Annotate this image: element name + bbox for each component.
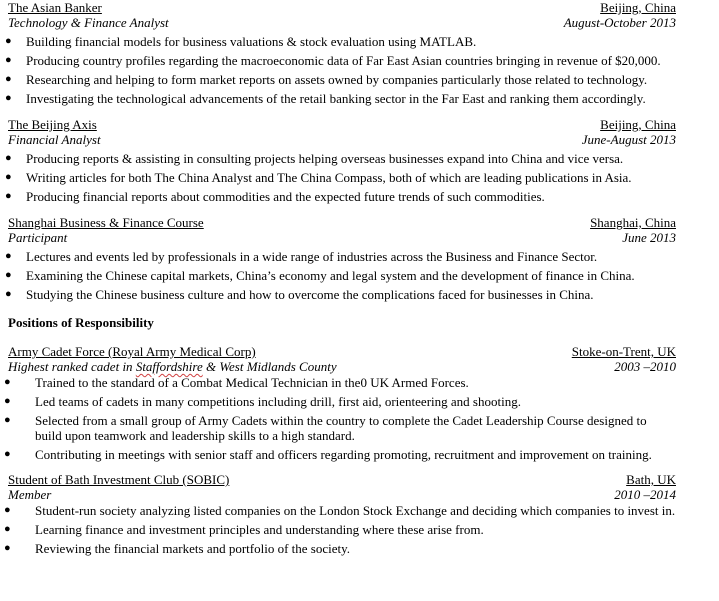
date-range: 2010 –2014: [614, 487, 676, 502]
bullet-icon: ●: [5, 288, 12, 300]
entry-header: [8, 0, 676, 15]
bullet-icon: ●: [5, 269, 12, 281]
bullet-text: Student-run society analyzing listed companies on the London Stock Exchange and deciding which companies to invest in.: [35, 503, 676, 518]
entry-subheader: [8, 132, 676, 147]
entry-header: [8, 117, 676, 132]
bullet-list: [5, 151, 676, 204]
role-title: Member: [8, 487, 52, 502]
bullet-icon: ●: [5, 92, 12, 104]
role-title: [8, 359, 337, 374]
list-item: [4, 413, 675, 443]
responsibility-entry-army-cadet: [4, 344, 676, 462]
resume-page: [4, 0, 676, 556]
bullet-icon: ●: [4, 376, 11, 388]
experience-entry-beijing-axis: [5, 117, 676, 204]
responsibility-entry-sobic: [4, 472, 676, 556]
organization-name: The Asian Banker: [8, 0, 102, 15]
list-item: [5, 249, 676, 264]
date-range: June 2013: [622, 230, 676, 245]
list-item: [5, 34, 676, 49]
list-item: [5, 151, 676, 166]
list-item: [5, 189, 676, 204]
date-range: 2003 –2010: [614, 359, 676, 374]
bullet-icon: ●: [4, 395, 11, 407]
bullet-icon: ●: [4, 414, 11, 426]
bullet-icon: ●: [4, 523, 11, 535]
list-item: [5, 72, 676, 87]
bullet-text: Learning finance and investment principles and understanding where these arise from.: [35, 522, 484, 537]
bullet-icon: ●: [5, 152, 12, 164]
entry-header: [8, 215, 676, 230]
bullet-icon: ●: [5, 171, 12, 183]
organization-name: Shanghai Business & Finance Course: [8, 215, 204, 230]
date-range: June-August 2013: [581, 132, 676, 147]
list-item: [4, 522, 676, 537]
location: Beijing, China: [600, 0, 676, 15]
list-item: [5, 268, 676, 283]
bullet-icon: ●: [5, 54, 12, 66]
role-suffix: & West Midlands County: [202, 359, 337, 374]
organization-name: Army Cadet Force (Royal Army Medical Corp): [8, 344, 256, 359]
spellcheck-flagged-word: Staffordshire: [135, 359, 203, 374]
bullet-text: Building financial models for business valuations & stock evaluation using MATLAB.: [26, 34, 477, 49]
entry-subheader: [8, 15, 676, 30]
list-item: [4, 541, 676, 556]
bullet-list: [4, 375, 676, 462]
location: Bath, UK: [626, 472, 676, 487]
bullet-text: Contributing in meetings with senior staff and officers regarding promoting, recruitment and improvement on training.: [35, 447, 652, 462]
role-title: Financial Analyst: [8, 132, 101, 147]
bullet-list: [5, 34, 676, 106]
bullet-icon: ●: [5, 250, 12, 262]
bullet-text: Lectures and events led by professionals in a wide range of industries across the Business and Finance Sector.: [26, 249, 598, 264]
entry-subheader: [8, 230, 676, 245]
location: Stoke-on-Trent, UK: [571, 344, 676, 359]
bullet-icon: ●: [4, 448, 11, 460]
list-item: [5, 91, 676, 106]
list-item: [4, 375, 676, 390]
bullet-text: Trained to the standard of a Combat Medical Technician in the0 UK Armed Forces.: [35, 375, 469, 390]
entry-subheader: [8, 487, 676, 502]
experience-entry-asian-banker: [5, 0, 676, 106]
role-title: Participant: [8, 230, 68, 245]
role-prefix: Highest ranked cadet in: [8, 359, 136, 374]
bullet-text: Studying the Chinese business culture and how to overcome the complications faced for businesses in China.: [26, 287, 594, 302]
bullet-text: Producing country profiles regarding the macroeconomic data of Far East Asian countries bringing in revenue of $20,000.: [26, 53, 661, 68]
location: Shanghai, China: [590, 215, 676, 230]
experience-entry-shanghai-course: [5, 215, 676, 302]
list-item: [5, 287, 676, 302]
bullet-icon: ●: [4, 542, 11, 554]
bullet-icon: ●: [4, 504, 11, 516]
bullet-icon: ●: [5, 35, 12, 47]
list-item: [4, 503, 676, 518]
bullet-text: Writing articles for both The China Analyst and The China Compass, both of which are leading publications in Asia.: [26, 170, 632, 185]
bullet-text: Led teams of cadets in many competitions including drill, first aid, orienteering and shooting.: [35, 394, 521, 409]
bullet-icon: ●: [5, 190, 12, 202]
bullet-text: Investigating the technological advancements of the retail banking sector in the Far East and ranking them accordingly.: [26, 91, 646, 106]
entry-header: [8, 344, 676, 359]
bullet-text: Examining the Chinese capital markets, China’s economy and legal system and the development of finance in China.: [26, 268, 635, 283]
section-title-responsibility: Positions of Responsibility: [8, 315, 154, 330]
bullet-text: Reviewing the financial markets and portfolio of the society.: [35, 541, 351, 556]
bullet-list: [5, 249, 676, 302]
bullet-text: Researching and helping to form market reports on assets owned by companies particularly those related to technology.: [26, 72, 648, 87]
location: Beijing, China: [600, 117, 676, 132]
entry-subheader: [8, 359, 676, 374]
list-item: [4, 394, 676, 409]
bullet-text: Producing reports & assisting in consulting projects helping overseas businesses expand into China and vice versa.: [26, 151, 624, 166]
organization-name: Student of Bath Investment Club (SOBIC): [8, 472, 230, 487]
list-item: [5, 170, 676, 185]
organization-name: The Beijing Axis: [8, 117, 97, 132]
date-range: August-October 2013: [563, 15, 676, 30]
list-item: [5, 53, 676, 68]
bullet-text: Producing financial reports about commodities and the expected future trends of such commodities.: [26, 189, 545, 204]
role-title: Technology & Finance Analyst: [8, 15, 169, 30]
list-item: [4, 447, 676, 462]
bullet-text: Selected from a small group of Army Cadets within the country to complete the Cadet Leadership Course designed to build upon teamwork and leadership skills to a high standard.: [35, 413, 647, 443]
bullet-icon: ●: [5, 73, 12, 85]
bullet-list: [4, 503, 676, 556]
entry-header: [8, 472, 676, 487]
